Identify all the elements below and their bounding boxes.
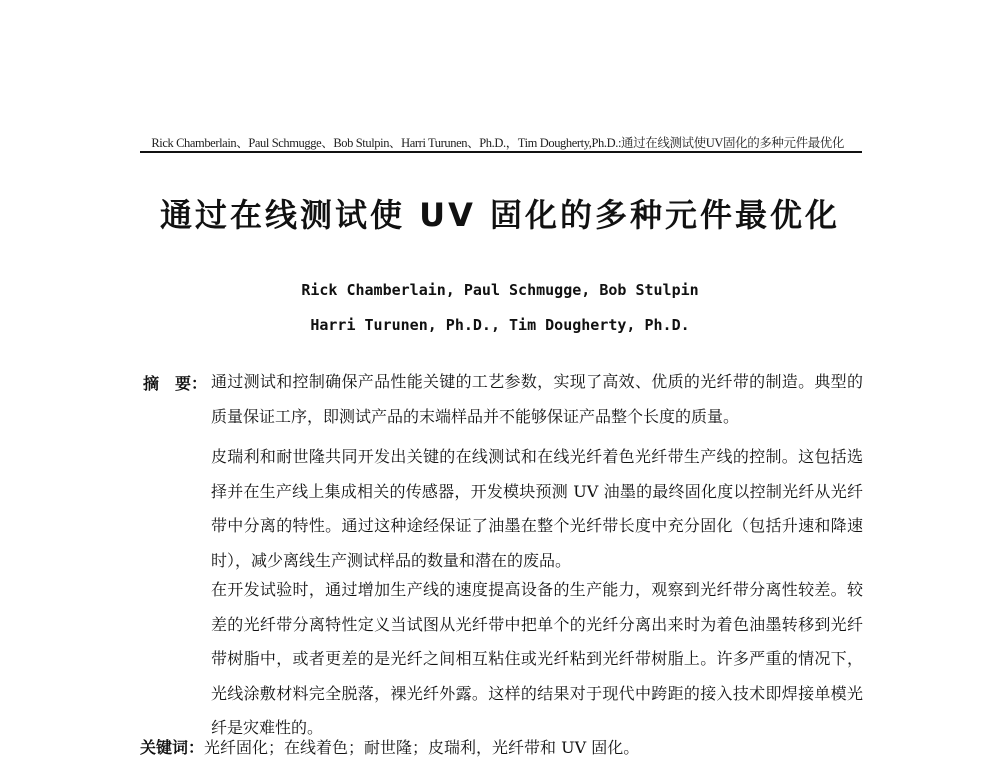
keywords bbox=[140, 735, 639, 758]
abstract-paragraph-3: 在开发试验时，通过增加生产线的速度提高设备的生产能力，观察到光纤带分离性较差。较差的光纤带分离特性定义当试图从光纤带中把单个的光纤分离出来时为着色油墨转移到光纤带树脂中，或者更差的是光纤之间相互粘住或光纤粘到光纤带树脂上。许多严重的情况下，光线涂敷材料完全脱落，裸光纤外露。这样的结果对于现代中跨距的接入技术即焊接单模光纤是灾难性的。 bbox=[211, 580, 863, 737]
running-head-text: Rick Chamberlain、Paul Schmugge、Bob Stulpin、Harri Turunen、Ph.D.，Tim Dougherty,Ph.D.:通过在线测试使UV固化的多种元件最优化 bbox=[151, 136, 844, 150]
abstract-label: 摘 要： bbox=[143, 374, 208, 393]
abstract-paragraph-2: 皮瑞利和耐世隆共同开发出关键的在线测试和在线光纤着色光纤带生产线的控制。这包括选择并在生产线上集成相关的传感器，开发模块预测 UV 油墨的最终固化度以控制光纤从光纤带中分离的特性。通过这种途经保证了油墨在整个光纤带长度中充分固化（包括升速和降速时），减少离线生产测试样品的数量和潜在的废品。 bbox=[211, 447, 863, 570]
running-head bbox=[140, 133, 862, 151]
authors-line-1: Rick Chamberlain, Paul Schmugge, Bob Stulpin bbox=[301, 281, 699, 299]
keywords-label: 关键词： bbox=[140, 738, 205, 757]
abstract-paragraph-1: 通过测试和控制确保产品性能关键的工艺参数，实现了高效、优质的光纤带的制造。典型的质量保证工序，即测试产品的末端样品并不能够保证产品整个长度的质量。 bbox=[211, 372, 863, 426]
header-rule bbox=[140, 151, 862, 153]
keywords-text: 光纤固化；在线着色；耐世隆；皮瑞利，光纤带和 UV 固化。 bbox=[204, 738, 640, 757]
authors-line-2: Harri Turunen, Ph.D., Tim Dougherty, Ph.D. bbox=[310, 316, 690, 334]
paper-title: 通过在线测试使 UV 固化的多种元件最优化 bbox=[159, 196, 841, 234]
